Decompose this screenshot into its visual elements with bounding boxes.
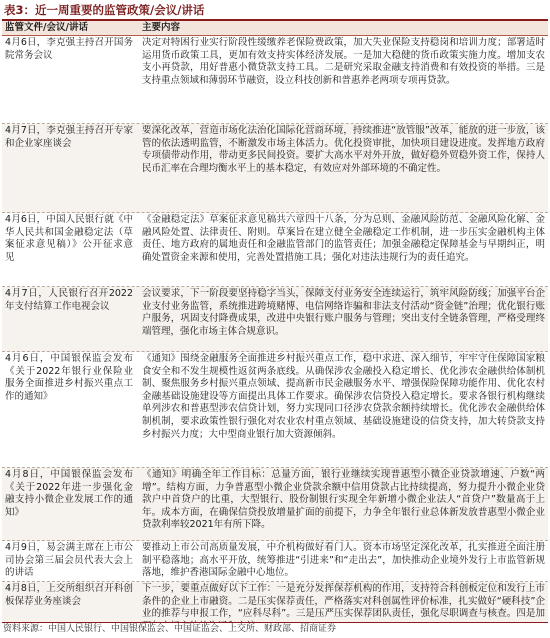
- row-content: 《金融稳定法》草案征求意见稿共六章四十八条，分为总则、金融风险防范、金融风险化解、金融风险处置、法律责任、附则。草案旨在建立健全金融稳定工作机制，进一步压实金融机构主体责任、地方政府的属地责任和金融监管部门的监管责任；加强金融稳定保障基金与早期纠正，明确处置资金来源和使用，完善处置措施工具；强化对违法违规行为的责任追究。: [142, 214, 545, 263]
- row-source: 4月7日，人民银行召开2022年支付结算工作电视会议: [5, 288, 133, 312]
- row-source: 4月8日，上交所组织召开科创板保荐业务座谈会: [5, 583, 133, 607]
- row-source: 4月7日，李克强主持召开专家和企业家座谈会: [5, 125, 133, 149]
- table-row: [2, 468, 548, 541]
- table-row: [2, 287, 548, 352]
- header-content: 主要内容: [142, 22, 181, 33]
- row-source: 4月6日，中国人民银行就《中华人民共和国金融稳定法（草案征求意见稿）》公开征求意见: [5, 214, 133, 263]
- row-source: 4月8日，中国银保监会发布《关于2022年进一步强化金融支持小微企业发展工作的通知》: [5, 469, 133, 518]
- row-source: 4月6日，李克强主持召开国务院常务会议: [5, 37, 133, 61]
- row-content: 要深化改革，营造市场化法治化国际化营商环境，持续推进“放管服”改革，能放的进一步放，该管的依法透明监管，不断激发市场主体活力。优化投资审批，加快项目建设进度。发挥地方政府专项债带动作用，带动更多民间投资。要扩大高水平对外开放，做好稳外贸稳外资工作，保持人民币汇率在合理均衡水平上的基本稳定，有效应对外部环境的不确定性。: [142, 125, 545, 174]
- table-header: [2, 21, 548, 36]
- row-content: 《通知》围绕金融服务全面推进乡村振兴重点工作，稳中求进、深入细节，牢牢守住保障国家粮食安全和不发生规模性返贫两条底线。从确保涉农金融投入稳定增长、优化涉农金融供给体制机制、聚焦服务乡村振兴重点领域、提高新市民金融服务水平、增强保险保障功能作用、优化农村金融基础设施建设等方面提出具体工作要求。确保涉农信贷投入稳定增长。要求各银行机构继续单列涉农和普惠型涉农信贷计划，努力实现同口径涉农贷款余额持续增长。优化涉农金融供给体制机制，要求政策性银行强化对农业农村重点领域、基础设施建设的信贷支持，加大转贷款支持乡村振兴力度；大中型商业银行加大资源倾斜。: [142, 353, 545, 440]
- row-content: 要推动上市公司高质量发展，中介机构做好看门人。资本市场坚定深化改革，扎实推进全面注册制平稳落地；高水平开放，统筹推进“引进来”和“走出去”，加快推动企业境外发行上市监管新规落地，维护香港国际金融中心地位。: [142, 542, 545, 579]
- row-source: 4月6日，中国银保监会发布《关于2022年银行业保险业服务全面推进乡村振兴重点工作的通知》: [5, 353, 133, 402]
- table-row: [2, 352, 548, 468]
- table-row: [2, 36, 548, 124]
- table-title: 表3：近一周重要的监管政策/会议/讲话: [4, 3, 205, 17]
- source-note: 资料来源：中国人民银行、中国银保监会、中国证监会、上交所、财政部、招商证券: [3, 624, 337, 634]
- row-content: 会议要求，下一阶段要坚持稳字当头，保障支付业务安全连续运行，筑牢风险防线；加强平台企业支付业务监管，系统推进跨境赌博、电信网络诈骗和非法支付活动“资金链”治理；优化银行账户服务，巩固支付降费成果，改进中央银行账户服务与管理；突出支付全链条管理，严格受理终端管理，强化市场主体合规意识。: [142, 288, 545, 337]
- row-content: 决定对特困行业实行阶段性缓缴养老保险费政策，加大失业保险支持稳岗和培训力度；部署适时运用货币政策工具，更加有效支持实体经济发展。一是加大稳健的货币政策实施力度。增加支农支小再贷款，用好普惠小微贷款支持工具。二是研究采取金融支持消费和有效投资的举措。三是支持重点领域和薄弱环节融资，设立科技创新和普惠养老两项专项再贷款。: [142, 37, 545, 86]
- table-row: [2, 213, 548, 287]
- table-row: [2, 124, 548, 213]
- row-content: 《通知》明确全年工作目标：总量方面，银行业继续实现普惠型小微企业贷款增速、户数“两增”。结构方面，力争普惠型小微企业贷款余额中信用贷款占比持续提高，努力提升小微企业贷款户中首贷户的比重，大型银行、股份制银行实现全年新增小微企业法人“首贷户”数量高于上年。成本方面，在确保信贷投放增量扩面的前提下，力争全年银行业总体新发放普惠型小微企业贷款利率较2021年有所下降。: [142, 469, 545, 531]
- table-row: [2, 582, 548, 623]
- policy-table: [2, 19, 548, 621]
- row-source: 4月9日，易会满主席在上市公司协会第三届会员代表大会上的讲话: [5, 542, 133, 579]
- table-row: [2, 541, 548, 582]
- header-source: 监管文件/会议/讲话: [5, 22, 88, 33]
- row-content: 下一步，要重点做好以下工作：一是充分发挥保荐机构的作用，支持符合科创板定位和发行上市条件的企业上市融资。二是压实保荐责任，严格落实对科创属性评价标准，扎实做好“硬科技”企业的推荐与申报工作，“应科尽科”。三是压严压实保荐团队责任，强化尽职调查与核查。四是加: [142, 583, 545, 620]
